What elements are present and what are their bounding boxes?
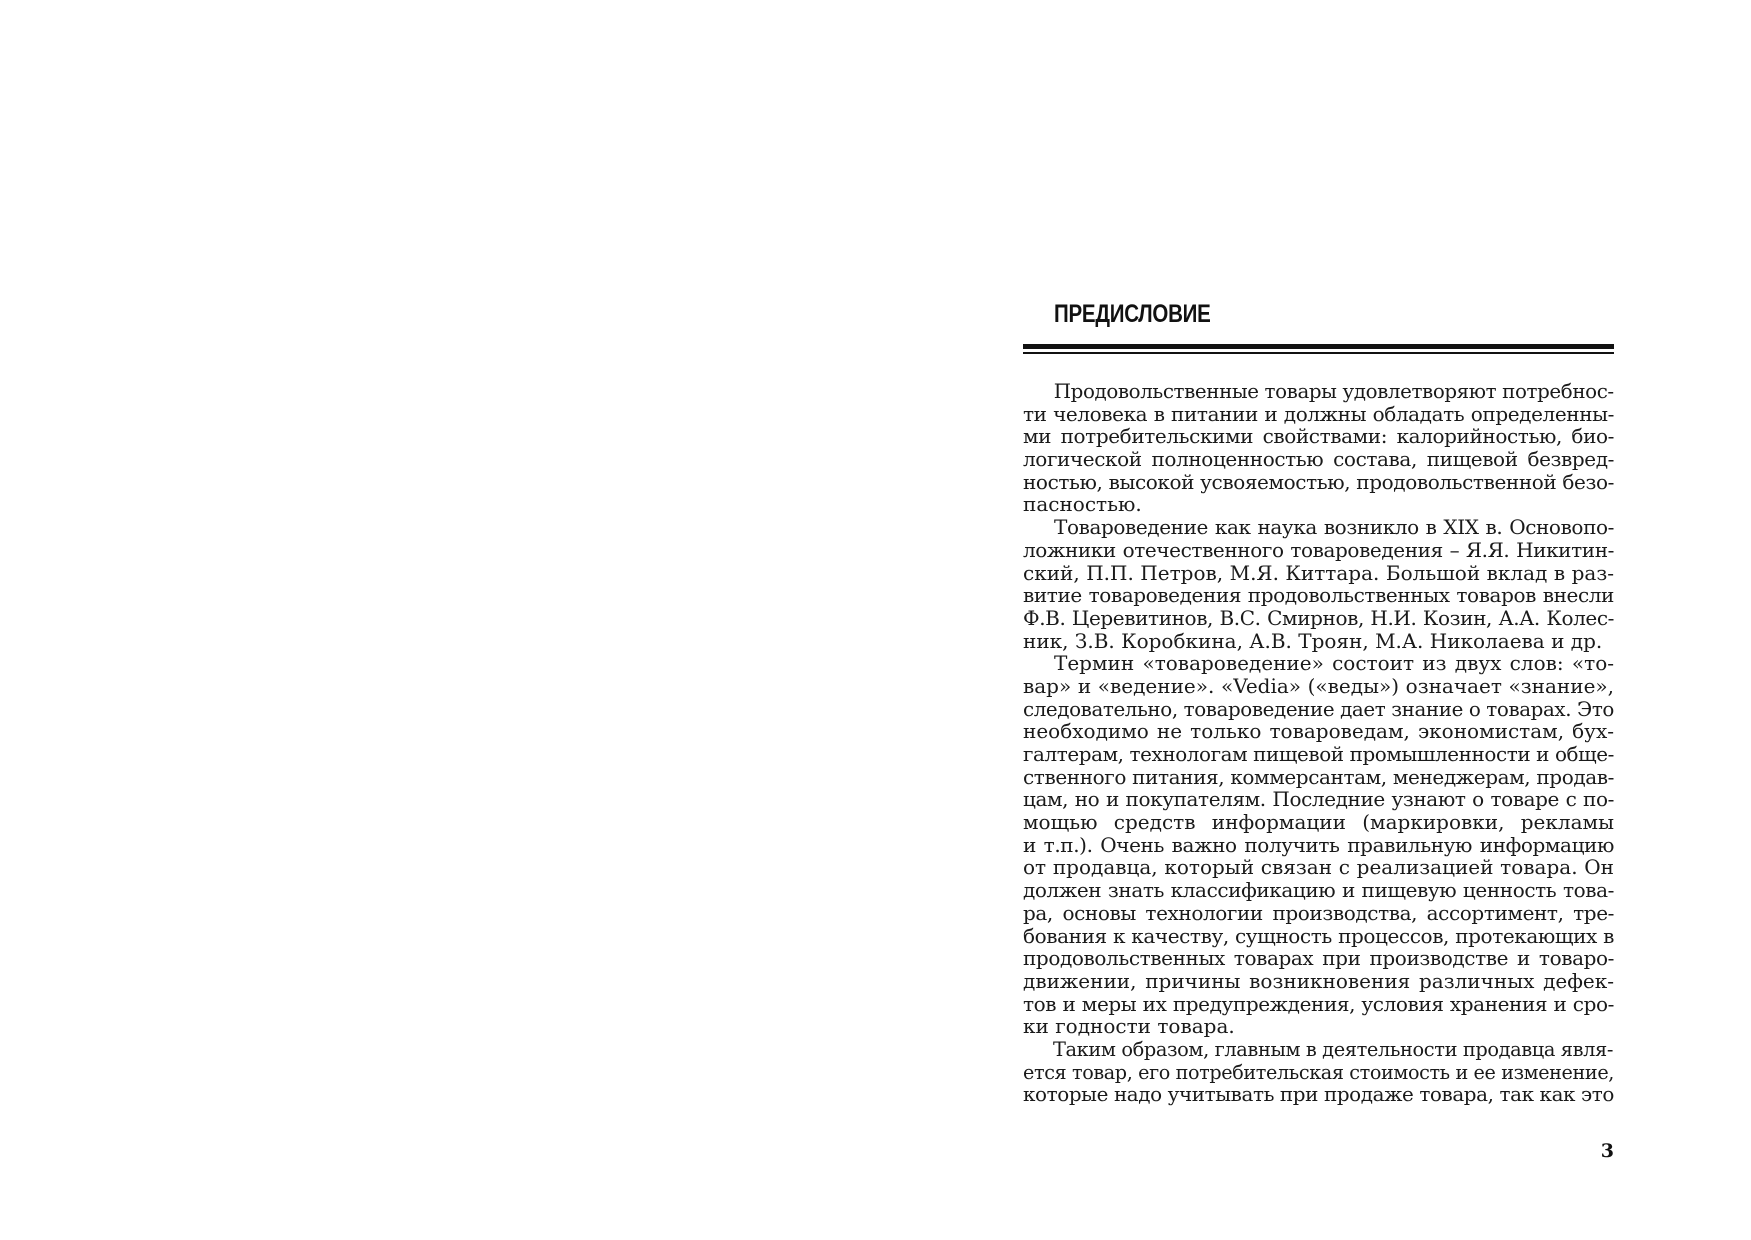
text-line: Ф.В. Церевитинов, В.С. Смирнов, Н.И. Козин, А.А. Колес-	[1023, 605, 1614, 630]
text-line: Товароведение как наука возникло в XIX в. Основопо-	[1054, 515, 1614, 540]
chapter-heading: ПРЕДИСЛОВИЕ	[1054, 300, 1211, 328]
page-number: 3	[1600, 1140, 1614, 1162]
text-line: движении, причины возникновения различных дефек-	[1023, 968, 1614, 993]
text-line: ется товар, его потребительская стоимость и ее изменение,	[1023, 1059, 1614, 1084]
text-line: витие товароведения продовольственных товаров внесли	[1023, 583, 1614, 608]
text-line: ложники отечественного товароведения – Я.Я. Никитин-	[1023, 537, 1614, 562]
text-line: ский, П.П. Петров, М.Я. Киттара. Большой вклад в раз-	[1023, 560, 1614, 585]
text-line: ственного питания, коммерсантам, менеджерам, продав-	[1023, 764, 1614, 789]
text-line: мощью средств информации (маркировки, рекламы	[1023, 810, 1614, 835]
heading-rule-thick	[1023, 344, 1614, 349]
text-line: ми потребительскими свойствами: калорийностью, био-	[1023, 424, 1614, 449]
text-line: продовольственных товарах при производстве и товаро-	[1023, 946, 1614, 971]
text-line: Продовольственные товары удовлетворяют потребнос-	[1053, 379, 1614, 403]
text-line: необходимо не только товароведам, экономистам, бух-	[1023, 719, 1614, 744]
text-line: и т.п.). Очень важно получить правильную информацию	[1023, 832, 1614, 857]
text-line: которые надо учитывать при продаже товара, так как это	[1023, 1082, 1614, 1107]
text-line: вар» и «ведение». «Vedia» («веды») означает «знание»,	[1023, 673, 1614, 698]
text-line: пасностью.	[1023, 492, 1142, 517]
text-line: тов и меры их предупреждения, условия хранения и сро-	[1023, 991, 1614, 1016]
text-line: галтерам, технологам пищевой промышленности и обще-	[1023, 742, 1614, 766]
text-line: Термин «товароведение» состоит из двух слов: «то-	[1054, 651, 1614, 676]
heading-rule-thin	[1023, 352, 1614, 354]
text-line: ностью, высокой усвояемостью, продовольственной безо-	[1023, 469, 1614, 494]
text-line: следовательно, товароведение дает знание о товарах. Это	[1023, 696, 1614, 721]
text-line: логической полноценностью состава, пищевой безвред-	[1023, 447, 1614, 472]
text-line: от продавца, который связан с реализацией товара. Он	[1023, 855, 1614, 880]
text-line: цам, но и покупателям. Последние узнают о товаре с по-	[1023, 787, 1614, 812]
preface-body-text	[1023, 380, 1614, 1106]
text-line: ник, З.В. Коробкина, А.В. Троян, М.А. Николаева и др.	[1023, 628, 1603, 653]
left-page-blank	[0, 0, 875, 1240]
text-line: бования к качеству, сущность процессов, протекающих в	[1023, 923, 1614, 948]
text-line: ки годности товара.	[1023, 1014, 1235, 1039]
text-line: должен знать классификацию и пищевую ценность това-	[1023, 878, 1614, 903]
text-line: ра, основы технологии производства, ассортимент, тре-	[1023, 900, 1614, 925]
text-line: ти человека в питании и должны обладать определенны-	[1023, 401, 1614, 426]
text-line: Таким образом, главным в деятельности продавца явля-	[1052, 1036, 1613, 1061]
